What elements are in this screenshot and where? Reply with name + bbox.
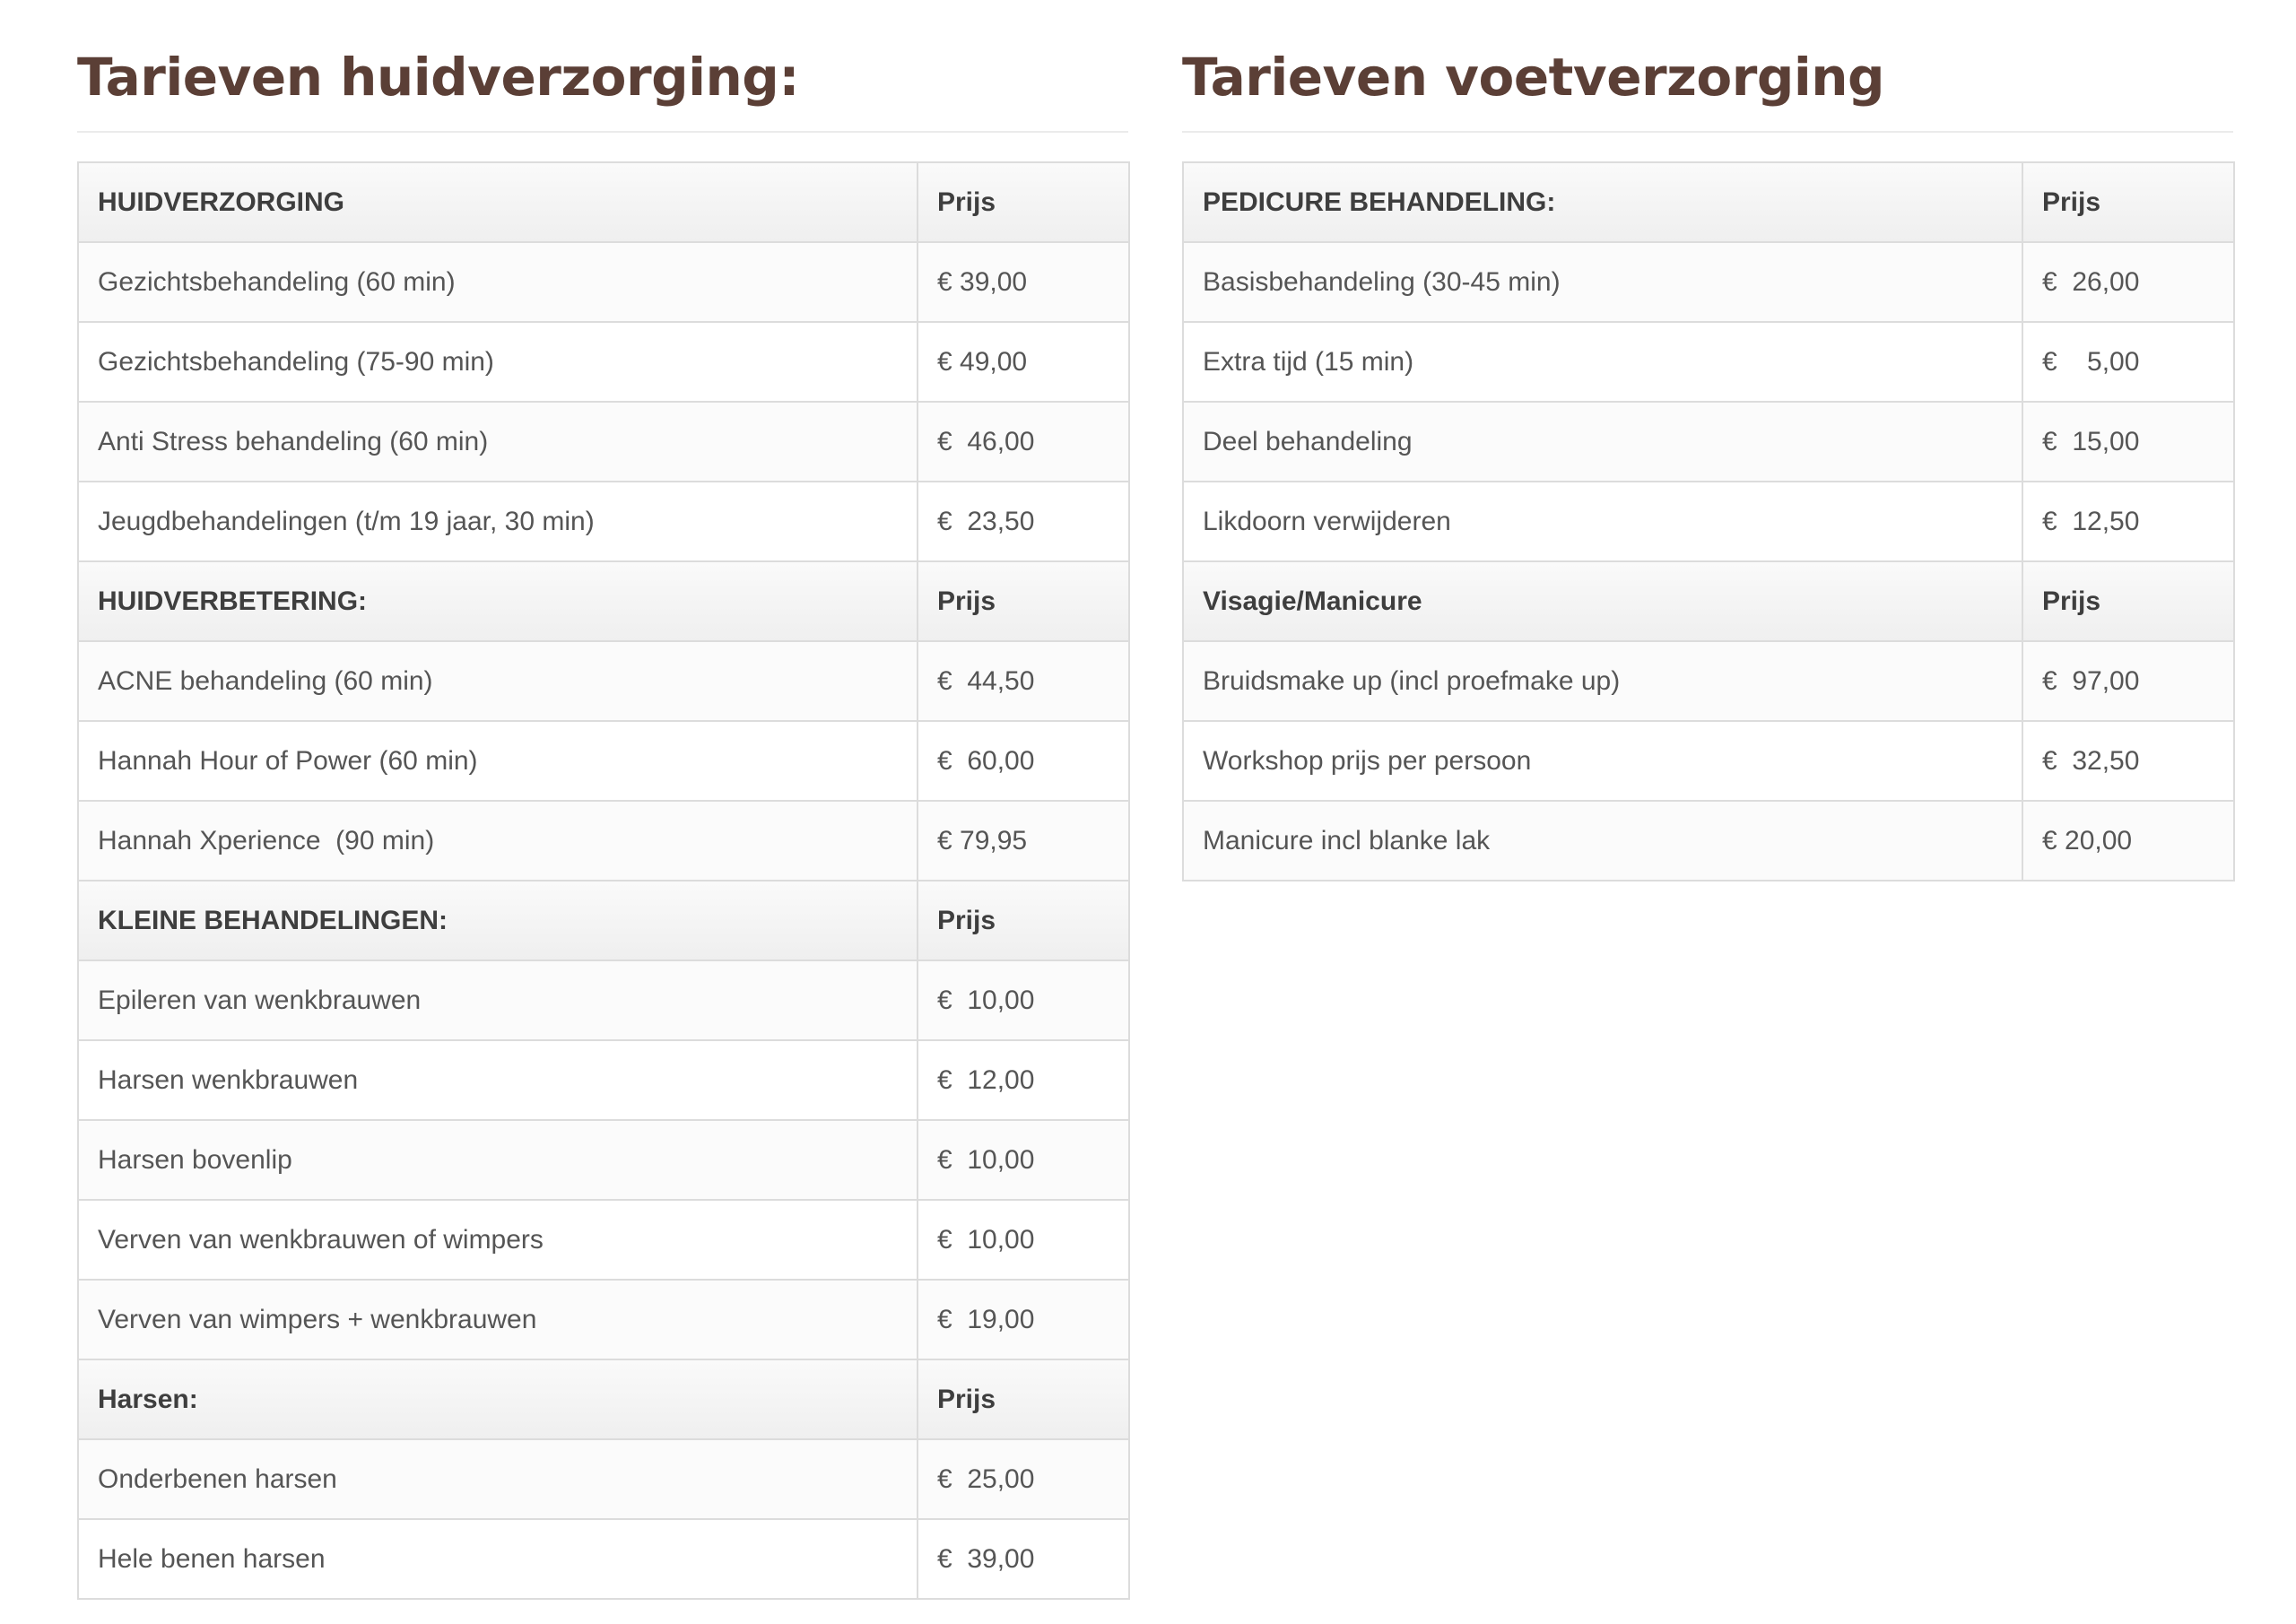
treatment-price: € 39,00 — [918, 242, 1129, 322]
treatment-name: Jeugdbehandelingen (t/m 19 jaar, 30 min) — [78, 482, 918, 561]
table-category-header — [78, 1359, 1129, 1439]
treatment-name: Hannah Xperience (90 min) — [78, 801, 918, 881]
price-column-header: Prijs — [2022, 162, 2234, 242]
treatment-name: Extra tijd (15 min) — [1183, 322, 2022, 402]
category-name: Visagie/Manicure — [1183, 561, 2022, 641]
treatment-name: Basisbehandeling (30-45 min) — [1183, 242, 2022, 322]
treatment-name: Workshop prijs per persoon — [1183, 721, 2022, 801]
table-row — [78, 402, 1129, 482]
treatment-name: Verven van wimpers + wenkbrauwen — [78, 1280, 918, 1359]
treatment-price: € 60,00 — [918, 721, 1129, 801]
treatment-price: € 32,50 — [2022, 721, 2234, 801]
treatment-price: € 5,00 — [2022, 322, 2234, 402]
table-row — [1183, 402, 2234, 482]
table-row — [78, 721, 1129, 801]
treatment-name: Verven van wenkbrauwen of wimpers — [78, 1200, 918, 1280]
treatment-name: Hannah Hour of Power (60 min) — [78, 721, 918, 801]
price-column-header: Prijs — [918, 561, 1129, 641]
treatment-price: € 23,50 — [918, 482, 1129, 561]
table-row — [78, 960, 1129, 1040]
price-column-header: Prijs — [2022, 561, 2234, 641]
table-row — [78, 322, 1129, 402]
foot-care-price-table — [1182, 161, 2235, 881]
category-name: KLEINE BEHANDELINGEN: — [78, 881, 918, 960]
price-column-header: Prijs — [918, 162, 1129, 242]
table-row — [78, 641, 1129, 721]
table-category-header — [78, 881, 1129, 960]
table-row — [78, 1040, 1129, 1120]
table-row — [1183, 721, 2234, 801]
price-column-header: Prijs — [918, 1359, 1129, 1439]
skin-care-section — [77, 36, 1128, 1600]
table-row — [78, 242, 1129, 322]
treatment-price: € 10,00 — [918, 1120, 1129, 1200]
treatment-name: Bruidsmake up (incl proefmake up) — [1183, 641, 2022, 721]
treatment-price: € 12,50 — [2022, 482, 2234, 561]
treatment-price: € 25,00 — [918, 1439, 1129, 1519]
table-row — [78, 1120, 1129, 1200]
treatment-price: € 26,00 — [2022, 242, 2234, 322]
treatment-name: Hele benen harsen — [78, 1519, 918, 1599]
skin-care-heading: Tarieven huidverzorging: — [77, 36, 1128, 133]
table-category-header — [78, 561, 1129, 641]
treatment-price: € 20,00 — [2022, 801, 2234, 881]
treatment-name: Manicure incl blanke lak — [1183, 801, 2022, 881]
treatment-name: Harsen wenkbrauwen — [78, 1040, 918, 1120]
treatment-name: Deel behandeling — [1183, 402, 2022, 482]
table-row — [78, 1439, 1129, 1519]
treatment-price: € 19,00 — [918, 1280, 1129, 1359]
table-category-header — [1183, 561, 2234, 641]
table-row — [1183, 322, 2234, 402]
skin-care-price-table — [77, 161, 1130, 1600]
treatment-price: € 44,50 — [918, 641, 1129, 721]
table-row — [1183, 242, 2234, 322]
skin-care-table-body — [78, 162, 1129, 1599]
treatment-name: Harsen bovenlip — [78, 1120, 918, 1200]
price-column-header: Prijs — [918, 881, 1129, 960]
category-name: HUIDVERZORGING — [78, 162, 918, 242]
treatment-name: Epileren van wenkbrauwen — [78, 960, 918, 1040]
treatment-name: Gezichtsbehandeling (60 min) — [78, 242, 918, 322]
treatment-name: Anti Stress behandeling (60 min) — [78, 402, 918, 482]
treatment-price: € 10,00 — [918, 1200, 1129, 1280]
treatment-name: Gezichtsbehandeling (75-90 min) — [78, 322, 918, 402]
treatment-price: € 39,00 — [918, 1519, 1129, 1599]
treatment-price: € 12,00 — [918, 1040, 1129, 1120]
table-row — [78, 1280, 1129, 1359]
treatment-price: € 49,00 — [918, 322, 1129, 402]
table-category-header — [1183, 162, 2234, 242]
treatment-price: € 97,00 — [2022, 641, 2234, 721]
table-row — [78, 482, 1129, 561]
treatment-price: € 46,00 — [918, 402, 1129, 482]
table-row — [1183, 482, 2234, 561]
table-row — [78, 1200, 1129, 1280]
treatment-name: Onderbenen harsen — [78, 1439, 918, 1519]
category-name: PEDICURE BEHANDELING: — [1183, 162, 2022, 242]
treatment-name: ACNE behandeling (60 min) — [78, 641, 918, 721]
table-row — [78, 1519, 1129, 1599]
table-row — [1183, 641, 2234, 721]
category-name: HUIDVERBETERING: — [78, 561, 918, 641]
category-name: Harsen: — [78, 1359, 918, 1439]
table-row — [1183, 801, 2234, 881]
foot-care-table-body — [1183, 162, 2234, 881]
table-row — [78, 801, 1129, 881]
foot-care-heading: Tarieven voetverzorging — [1182, 36, 2233, 133]
table-category-header — [78, 162, 1129, 242]
treatment-price: € 79,95 — [918, 801, 1129, 881]
treatment-price: € 10,00 — [918, 960, 1129, 1040]
treatment-name: Likdoorn verwijderen — [1183, 482, 2022, 561]
treatment-price: € 15,00 — [2022, 402, 2234, 482]
foot-care-section — [1182, 36, 2233, 881]
